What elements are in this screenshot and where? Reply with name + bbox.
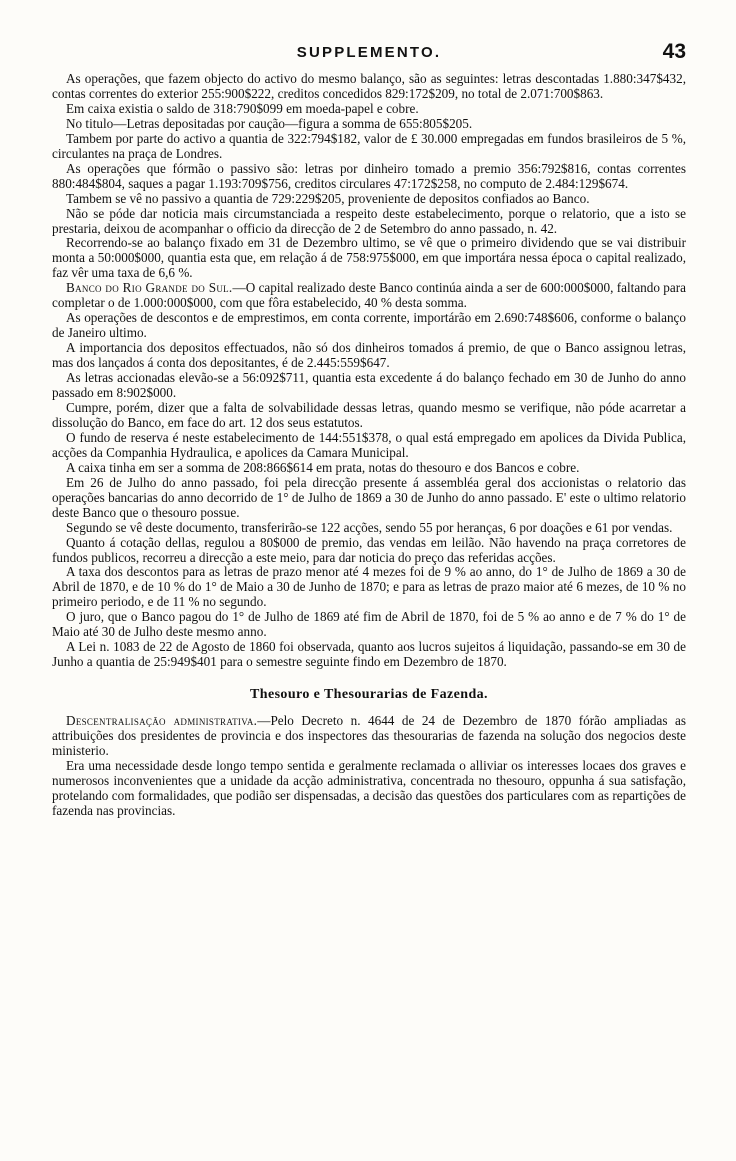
paragraph: O juro, que o Banco pagou do 1° de Julho de 1869 até fim de Abril de 1870, foi de 5 % ao anno e de 7 % do 1° de Maio até 30 de Julho deste mesmo anno.	[52, 609, 686, 640]
paragraph-lead: Descentralisação administrativa.	[66, 713, 258, 729]
running-title: SUPPLEMENTO.	[296, 44, 442, 61]
paragraph: Segundo se vê deste documento, transferirão-se 122 acções, sendo 55 por heranças, 6 por doações e 61 por vendas.	[66, 519, 673, 535]
paragraph: Era uma necessidade desde longo tempo sentida e geralmente reclamada o alliviar os interesses locaes dos graves e numerosos inconvenientes que a unidade da acção administrativa, concentrada no thesouro, oppunha á sua satisfação, protelando com formalidades, que podião ser dispensadas, a decisão das questões dos particulares com as repartições de fazenda nas provincias.	[52, 757, 686, 818]
paragraph: Tambem se vê no passivo a quantia de 729:229$205, proveniente de depositos confiados ao Banco.	[66, 190, 590, 206]
paragraph: As letras accionadas elevão-se a 56:092$711, quantia esta excedente á do balanço fechado em 30 de Junho do anno passado em 8:902$000.	[52, 370, 686, 401]
paragraph: As operações, que fazem objecto do activo do mesmo balanço, são as seguintes: letras descontadas 1.880:347$432, contas correntes do exterior 255:900$222, creditos concedidos 829:172$209, no total de 2.071:700$863.	[52, 71, 686, 101]
paragraph: Quanto á cotação dellas, regulou a 80$000 de premio, das vendas em leilão. Não havendo na praça corretores de fundos publicos, recorreu a direcção a este meio, para dar noticia do preço das referidas acções.	[52, 534, 686, 565]
paragraph: A Lei n. 1083 de 22 de Agosto de 1860 foi observada, quanto aos lucros sujeitos á liquidação, passando-se em 30 de Junho a quantia de 25:949$401 para o semestre seguinte findo em Dezembro de 1870.	[52, 639, 686, 670]
paragraph: O fundo de reserva é neste estabelecimento de 144:551$378, o qual está empregado em apolices da Divida Publica, acções da Companhia Hydraulica, e apolices da Camara Municipal.	[52, 429, 686, 460]
running-header	[52, 40, 686, 70]
paragraph: Tambem por parte do activo a quantia de 322:794$182, valor de £ 30.000 empregadas em fundos brasileiros de 5 %, circulantes na praça de Londres.	[52, 130, 686, 161]
paragraph: Em 26 de Julho do anno passado, foi pela direcção presente á assembléa geral dos accionistas o relatorio das operações bancarias do anno decorrido de 1° de Julho de 1869 a 30 de Junho do anno passado. E' este o ultimo relatorio deste Banco que o thesouro possue.	[52, 474, 686, 520]
paragraph: Não se póde dar noticia mais circumstanciada a respeito deste estabelecimento, porque o relatorio, que a isto se prestaria, deixou de acompanhar o officio da direcção de 2 de Setembro do anno passado, n. 42.	[52, 205, 686, 236]
paragraph: As operações que fórmão o passivo são: letras por dinheiro tomado a premio 356:792$816, contas correntes 880:484$804, saques a pagar 1.193:709$756, creditos circulares 47:172$258, no computo de 2.484:129$674.	[52, 160, 686, 191]
paragraph: As operações de descontos e de emprestimos, em conta corrente, importárão em 2.690:748$606, conforme o balanço de Janeiro ultimo.	[52, 310, 686, 341]
page-number: 43	[662, 40, 686, 63]
paragraph: Cumpre, porém, dizer que a falta de solvabilidade dessas letras, quando mesmo se verifique, não póde acarretar a dissolução do Banco, em face do art. 12 dos seus estatutos.	[52, 399, 686, 430]
paragraph: Recorrendo-se ao balanço fixado em 31 de Dezembro ultimo, se vê que o primeiro dividendo que se vai distribuir monta a 50:000$000, quantia esta que, em relação á de 758:975$000, em que importára nessa época o capital realizado, faz vêr uma taxa de 6,6 %.	[52, 235, 686, 281]
section-heading: Thesouro e Thesourarias de Fazenda.	[250, 687, 488, 703]
paragraph-bank-rio-grande: Banco do Rio Grande do Sul.—O capital realizado deste Banco continúa ainda a ser de 600:000$000, faltando para completar o de 1.000:000$000, com que fôra estabelecido, 40 % desta somma.	[52, 280, 686, 311]
paragraph: A taxa dos descontos para as letras de prazo menor até 4 mezes foi de 9 % ao anno, do 1° de Julho de 1869 a 30 de Abril de 1870, e de 10 % do 1° de Maio a 30 de Junho de 1870; e para as letras de prazo maior até 6 mezes, de 10 % no primeiro periodo, e de 11 % no segundo.	[52, 564, 686, 610]
paragraph-lead: Banco do Rio Grande do Sul.	[66, 280, 233, 296]
section-banks	[52, 72, 686, 670]
paragraph: A importancia dos depositos effectuados, não só dos dinheiros tomados á premio, de que o Banco assignou letras, mas dos lançados á conta dos depositantes, é de 2.445:559$647.	[52, 340, 686, 371]
paragraph: Em caixa existia o saldo de 318:790$099 em moeda-papel e cobre.	[66, 100, 419, 116]
section-thesouro	[52, 714, 686, 819]
paragraph-descentralisacao: Descentralisação administrativa.—Pelo Decreto n. 4644 de 24 de Dezembro de 1870 fórão ampliadas as attribuições dos presidentes de provincia e dos inspectores das thesourarias de fazenda na solução dos negocios deste ministerio.	[52, 713, 686, 759]
paragraph: A caixa tinha em ser a somma de 208:866$614 em prata, notas do thesouro e dos Bancos e cobre.	[66, 459, 580, 475]
paragraph: No titulo—Letras depositadas por caução—figura a somma de 655:805$205.	[66, 115, 473, 131]
